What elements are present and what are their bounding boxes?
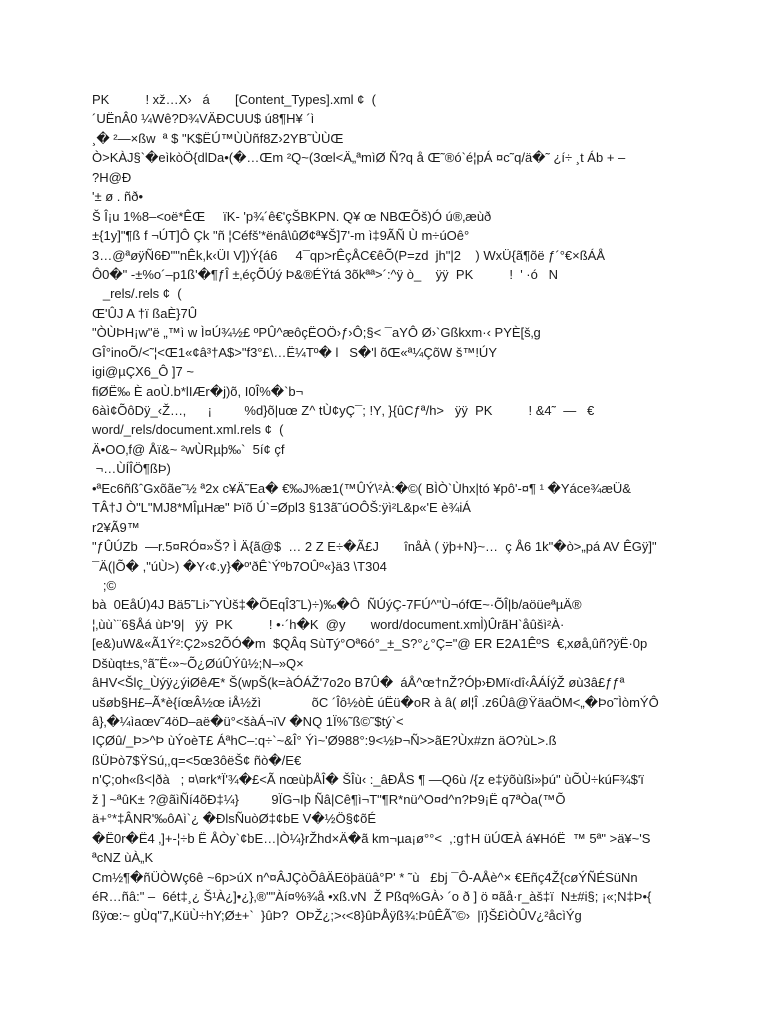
document-text-line: ä+°*‡ÂNR'‰ôAì`¿ �ÐlsÑuòØ‡¢bE V�½Ö§¢õÉ [92, 811, 376, 827]
document-text-line: '± ø . ñð• [92, 189, 144, 205]
document-text-line: word/_rels/document.xml.rels ¢ ( [92, 422, 284, 438]
document-text-line: ªcNZ ùÀ„K [92, 850, 154, 866]
document-text-line: ¸� ²—×ßw ª $ "K$ËÚ™ÙÙñf8Z›2YB˜ÙÙŒ [92, 130, 344, 146]
document-text-line: n'Ç;oh«ß<|ðà ; ¤\¤rk*Ï'¾�£<Ã nœùþÅÎ� ŠÎù‹ :_âÐÅS ¶ —Q6ù /{z e‡ÿõùßi»þú" ùÕÙ÷kúF¾$'ï [92, 772, 644, 788]
document-text-line: Ò>KÀJ§`�eìkòÖ{dlDa•(�…Œm ²Q~(3œl<Ä„ªmìØ Ñ?q å Œ˜®ó`é¦pÁ ¤c˜q/ä�˜ ¿í÷ ¸t Áb + – [92, 150, 626, 166]
document-text-line: 6àì¢ÕôDÿ_‹Ž…‚ ¡ %d}õ|uœ Z^ tÙ¢yÇ¯; !Y‚ }{ûCƒª/h> ÿÿ PK ! &4˜ — € [92, 403, 595, 418]
document-text-line: Ä•OO‚f@ Åï&~ ²wÙRµþ‰` 5í¢ çf [92, 441, 285, 457]
document-body [92, 90, 692, 926]
document-text-line: ž ] ~ªûK± ?@ãìÑí4õÐ‡¼} 9ÏG¬Iþ Ñâ|Cê¶ì¬T"¶R*nü^O¤d^n?Þ9¡Ë q7ªÒa(™Õ [92, 791, 566, 807]
document-text-line: Dšùqt±s‚°ã˜Ë‹»~Õ¿ØúÛÝû½;N–»Q× [92, 655, 304, 671]
document-text-line: "ƒÛÚZb —r.5¤RÓ¤»Š? Ì Ä{ã@$ … 2 Z E÷�Ã£J înåÀ ( ÿþ+N}~… ç Å6 1k"�ò>„pá AV ÊGÿ]" [92, 539, 657, 555]
document-text-line: ßÜÞò7$ŸSú‚,q=<5œ3ôëŠ¢ ñò�/E€ [92, 752, 302, 768]
document-text-line: ´UËnÂ0 ¼Wê?D¾VÄÐCUU$ ú8¶H¥ ´ì [92, 111, 315, 127]
document-text-line: éR…ñâ:" – 6ét‡¸¿ Š¹À¿]•¿}‚®""Àí¤%¾å •xß.vN Ž Pßq%GÀ› ´o ð ] ö ¤ãå·r_àš‡ï N±#i§; ¡«;N‡Þ•{ [92, 888, 652, 904]
document-text-line: PK ! xž…X› á [Content_Types].xml ¢ ( [92, 92, 376, 107]
document-text-line: ¦‚ùù`¨6§Åá ùÞ'9| ÿÿ PK ! •·´h�K @y word/document.xml̀)ÛrãH`åûšì²À· [92, 616, 565, 632]
document-text-line: ;© [92, 577, 117, 593]
document-text-line: Cm½¶�ñÜÒWç6ê ~6p>úX n^¤ÂJÇòÕâÄEöþäüâ°P' * ˜ù £bj ¯Ô-AÅè^× €Eñç4Ž{cøÝÑÉSüNn [92, 869, 638, 885]
document-text-line: TÂ†J Ò"L"MJ8*MÎµHæ" Þïõ Ú`=Øpl3 §13ã˜úOÔŠ:ÿì²L&p«'E è¾iÁ [92, 500, 471, 516]
document-text-line: [e&)uW&«Ã1Ý²:Ç2»s2ÕÓ�m $QÂq SùTý°Oª6ó°_±_S?°¿°Ç="@ ER E2A1ÊºS €‚xøå‚ûñ?ÿË·0p [92, 636, 648, 652]
document-text-line: bà 0EåÚ)4J Bä5˜Li›˜YÙš‡�ÕEqÎ3˜L)÷)‰�Ô ÑÚýÇ-7FÚ^"Ù¬ófŒ~·ÕÎ|b/aöüeªµÄ® [92, 597, 582, 613]
document-text-line: 3…@ªøÿÑ6Ð""nÊk,k‹ÜI V])Ý{á6 4¯qp>rÊçÅC€êÕ(P=zd jh"|2 ) WxÜ{ã¶õë ƒ´°€×ßÁÅ [92, 247, 606, 263]
document-text-line: igi@µÇX6_Ô ]7 ~ [92, 364, 194, 380]
document-text-line: fiØË‰ È aoÙ.b*lIÆr�j)õ, I0Î%�`b¬ [92, 383, 304, 399]
document-text-line: â}‚�¼ìaœv˜4öD–aë�ü°<šàÁ¬ïV �NQ 1Ï%˜ß©˜$tý`< [92, 714, 404, 729]
document-text-line: Œ'ÛJ A †ï ßaÈ}7Û [92, 305, 198, 321]
document-text-line: ßÿœ:~ gÙq"7„KüÙ÷hY;Ø±+` }ûÞ? OÞŽ¿;>‹<8}ûÞÅÿß¾:ÞûÊÃ˜©› |ï}Š£ìÒÛV¿²åcìÝg [92, 908, 582, 924]
document-text-line: Š Î¡u 1%8–<oë*ÊŒ ïK- 'p¾´ê€'çŠBKPN. Q¥ œ NBŒÕš)Ó ú®‚æùð [92, 208, 492, 224]
document-text-line: ¬…ÙÍÎÖ¶ßÞ) [92, 461, 171, 477]
document-text-line: IÇØû/_Þ>^Þ ùÝoèT£ ÁªhC–:q÷`~&Î° Ýì~'Ø988°:9<½Þ¬Ñ>>ãE?Ùx#zn äO?ùL>.ß [92, 733, 557, 749]
document-text-line: Ô0�" -±%o´–p1ß'�¶ƒÎ ±‚éçÕÚý Þ&®ÉŸtá 3õkªª>´:^ÿ ò_ ÿÿ PK ! ' ·ó N [92, 266, 559, 282]
document-text-line: •ªEc6ñßˆGxõãe˜½ ª2x c¥Ä˜Ea� €‰J%æ1(™ÛÝ\²À:�©( BÌÒ`Ùhx|tó ¥pô'-¤¶ ¹ �Yáce¾æÜ& [92, 480, 631, 496]
document-text-line: âHV<Šlç_Ùýÿ¿ýiØêÆ* Š(wpŠ(k=àÓÁŽ'7o2o B7Û� áÅ^œ†nŽ?Óþ›ÐMï‹dî‹ÂÁÍýŽ øù3â£ƒƒª [92, 675, 625, 691]
document-text-line: ušøb§H£–Ã*è{íœÂ½œ iÅ½žì õC ´Îô½òÈ úËü�oR à â( øl¦Î .z6Ûâ@ŸäaÖM<„�Þo˜ÌòmÝÔ [92, 694, 659, 710]
document-text-line: �Ë0r�Ë4 ‚]+-¦÷b Ë ÅÒy`¢bE…|Ò¼}rŽhd×Ä�ã km¬µa¡ø°°< ,:g†H üÚŒÀ á¥HóË ™ 5ª" >ä¥~'S [92, 830, 651, 846]
document-text-line: ±{1y]"¶ß f ¬ÚT]Ô Çk "ñ ¦Céfš'*ënâ\ûØ¢ª¥Š]7'-m ì‡9ÃÑ Ù m÷úOê° [92, 228, 470, 244]
document-text-line: _rels/.rels ¢ ( [92, 286, 182, 302]
document-text-line: "ÒÙÞH¡w"ë „™ì w Ì¤Ú¾½£ ºPÛ^æôçËOÖ›ƒ›Ô;§< ¯aYÔ Ø›`Gßkxm·‹ PYÈ[š‚g [92, 325, 541, 341]
document-text-line: GÎ°inoÕ/<˜¦<Œ1«¢â³†A$>"f3°£\…Ë¼Tº� l S�'l õŒ«ª¼ÇõW š™!ÚY [92, 344, 497, 360]
document-text-line: ?H@Ð [92, 169, 132, 185]
document-text-line: ¯Ä(|Õ� ,"úÙ>) �Y‹¢.y}�º'ðÊ`Ýºb7OÛº«}ä3 \T304 [92, 558, 387, 574]
document-text-line: r2¥Ã9™ [92, 519, 140, 535]
